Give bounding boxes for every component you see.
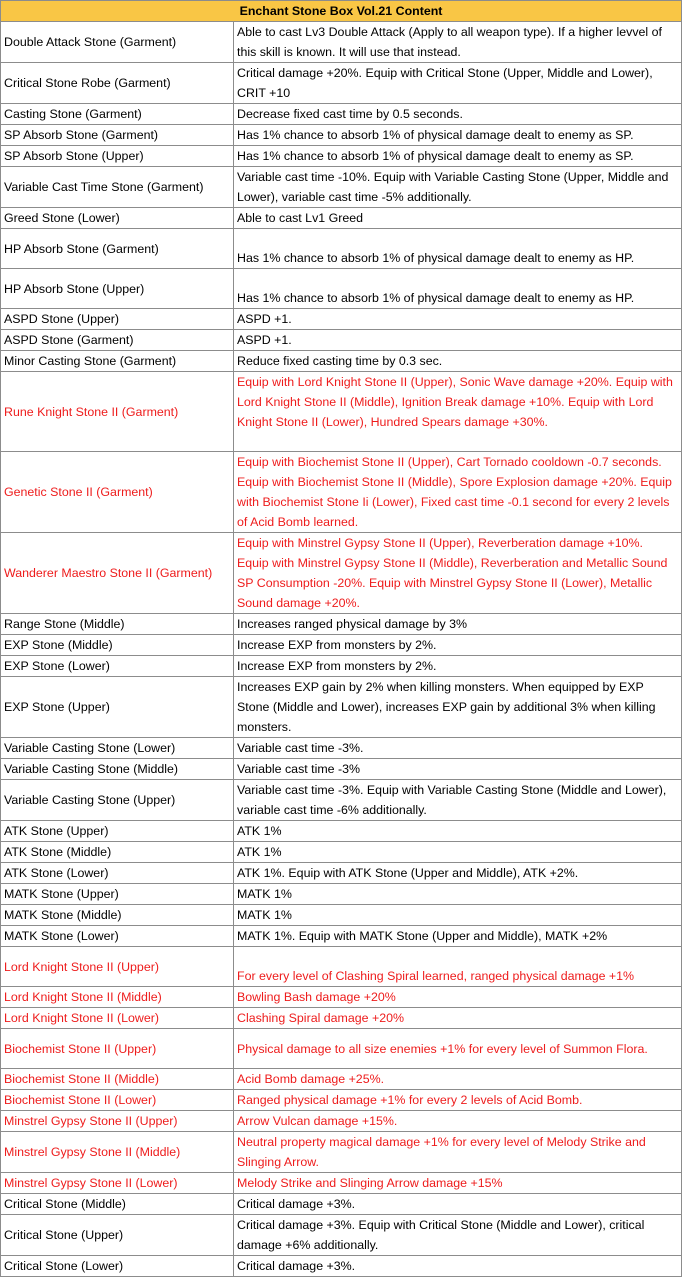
stone-effect-cell: Physical damage to all size enemies +1% for every level of Summon Flora.	[234, 1029, 682, 1069]
table-row	[1, 759, 682, 780]
stone-name-cell: Casting Stone (Garment)	[1, 104, 234, 125]
stone-name-cell: EXP Stone (Middle)	[1, 635, 234, 656]
stone-name-cell: Lord Knight Stone II (Upper)	[1, 947, 234, 987]
table-row	[1, 330, 682, 351]
stone-name-cell: Variable Cast Time Stone (Garment)	[1, 167, 234, 208]
stone-effect-cell: Critical damage +3%.	[234, 1256, 682, 1277]
stone-name-cell: Minstrel Gypsy Stone II (Upper)	[1, 1111, 234, 1132]
table-row	[1, 1029, 682, 1069]
stone-name-cell: Lord Knight Stone II (Lower)	[1, 1008, 234, 1029]
table-row	[1, 104, 682, 125]
stone-effect-cell: ATK 1%	[234, 821, 682, 842]
stone-name-cell: Minstrel Gypsy Stone II (Lower)	[1, 1173, 234, 1194]
stone-effect-cell: Variable cast time -3%.	[234, 738, 682, 759]
table-row	[1, 1194, 682, 1215]
table-row	[1, 842, 682, 863]
stone-name-cell: Critical Stone (Lower)	[1, 1256, 234, 1277]
stone-name-cell: Minor Casting Stone (Garment)	[1, 351, 234, 372]
stone-name-cell: Range Stone (Middle)	[1, 614, 234, 635]
stone-effect-cell: Increase EXP from monsters by 2%.	[234, 635, 682, 656]
table-row	[1, 1132, 682, 1173]
stone-effect-cell: Critical damage +3%.	[234, 1194, 682, 1215]
stone-effect-cell: MATK 1%. Equip with MATK Stone (Upper and Middle), MATK +2%	[234, 926, 682, 947]
stone-name-cell: ATK Stone (Upper)	[1, 821, 234, 842]
table-row	[1, 1215, 682, 1256]
table-row	[1, 229, 682, 269]
stone-name-cell: Variable Casting Stone (Middle)	[1, 759, 234, 780]
stone-name-cell: ASPD Stone (Garment)	[1, 330, 234, 351]
table-row	[1, 1069, 682, 1090]
table-row	[1, 821, 682, 842]
stone-effect-cell: ATK 1%. Equip with ATK Stone (Upper and Middle), ATK +2%.	[234, 863, 682, 884]
table-row	[1, 926, 682, 947]
table-header-row	[1, 1, 682, 22]
stone-name-cell: Biochemist Stone II (Upper)	[1, 1029, 234, 1069]
table-title: Enchant Stone Box Vol.21 Content	[1, 1, 682, 22]
stone-effect-cell: Ranged physical damage +1% for every 2 levels of Acid Bomb.	[234, 1090, 682, 1111]
table-row	[1, 780, 682, 821]
table-row	[1, 1111, 682, 1132]
table-row	[1, 125, 682, 146]
table-row	[1, 738, 682, 759]
stone-name-cell: Genetic Stone II (Garment)	[1, 452, 234, 533]
stone-effect-cell: Decrease fixed cast time by 0.5 seconds.	[234, 104, 682, 125]
table-row	[1, 1008, 682, 1029]
table-row	[1, 1256, 682, 1277]
stone-effect-cell: Melody Strike and Slinging Arrow damage +15%	[234, 1173, 682, 1194]
stone-effect-cell: Has 1% chance to absorb 1% of physical damage dealt to enemy as SP.	[234, 125, 682, 146]
stone-effect-cell: Variable cast time -10%. Equip with Variable Casting Stone (Upper, Middle and Lower), variable cast time -5% additionally.	[234, 167, 682, 208]
stone-effect-cell: MATK 1%	[234, 905, 682, 926]
stone-effect-cell: Has 1% chance to absorb 1% of physical damage dealt to enemy as SP.	[234, 146, 682, 167]
stone-effect-cell: Able to cast Lv1 Greed	[234, 208, 682, 229]
table-row	[1, 22, 682, 63]
stone-name-cell: Biochemist Stone II (Lower)	[1, 1090, 234, 1111]
table-row	[1, 987, 682, 1008]
stone-effect-cell: ASPD +1.	[234, 330, 682, 351]
stone-effect-cell: Variable cast time -3%. Equip with Variable Casting Stone (Middle and Lower), variable cast time -6% additionally.	[234, 780, 682, 821]
stone-name-cell: Double Attack Stone (Garment)	[1, 22, 234, 63]
table-row	[1, 533, 682, 614]
stone-effect-cell: Able to cast Lv3 Double Attack (Apply to all weapon type). If a higher levvel of this skill is known. It will use that instead.	[234, 22, 682, 63]
stone-effect-cell: Critical damage +20%. Equip with Critical Stone (Upper, Middle and Lower), CRIT +10	[234, 63, 682, 104]
table-row	[1, 1173, 682, 1194]
stone-effect-cell: Equip with Minstrel Gypsy Stone II (Upper), Reverberation damage +10%. Equip with Minstrel Gypsy Stone II (Middle), Reverberation and Metallic Sound SP Consumption -20%. Equip with Minstrel Gypsy Stone II (Lower), Metallic Sound damage +20%.	[234, 533, 682, 614]
stone-name-cell: EXP Stone (Lower)	[1, 656, 234, 677]
stone-effect-cell: Clashing Spiral damage +20%	[234, 1008, 682, 1029]
table-row	[1, 656, 682, 677]
table-body	[1, 22, 682, 1277]
stone-effect-cell: Increase EXP from monsters by 2%.	[234, 656, 682, 677]
stone-effect-cell: Equip with Biochemist Stone II (Upper), Cart Tornado cooldown -0.7 seconds. Equip with Biochemist Stone II (Middle), Spore Explosion damage +20%. Equip with Biochemist Stone Ii (Lower), Fixed cast time -0.1 second for every 2 levels of Acid Bomb learned.	[234, 452, 682, 533]
stone-effect-cell: MATK 1%	[234, 884, 682, 905]
stone-name-cell: Wanderer Maestro Stone II (Garment)	[1, 533, 234, 614]
table-row	[1, 63, 682, 104]
table-row	[1, 614, 682, 635]
stone-name-cell: Critical Stone (Upper)	[1, 1215, 234, 1256]
stone-effect-cell: Arrow Vulcan damage +15%.	[234, 1111, 682, 1132]
stone-effect-cell: Has 1% chance to absorb 1% of physical damage dealt to enemy as HP.	[234, 229, 682, 269]
stone-effect-cell: Reduce fixed casting time by 0.3 sec.	[234, 351, 682, 372]
stone-name-cell: Critical Stone (Middle)	[1, 1194, 234, 1215]
stone-effect-cell: Variable cast time -3%	[234, 759, 682, 780]
stone-effect-cell: Acid Bomb damage +25%.	[234, 1069, 682, 1090]
table-row	[1, 269, 682, 309]
stone-name-cell: MATK Stone (Lower)	[1, 926, 234, 947]
table-row	[1, 677, 682, 738]
stone-name-cell: MATK Stone (Upper)	[1, 884, 234, 905]
stone-name-cell: Variable Casting Stone (Upper)	[1, 780, 234, 821]
table-row	[1, 947, 682, 987]
table-row	[1, 167, 682, 208]
table-row	[1, 452, 682, 533]
table-row	[1, 884, 682, 905]
stone-name-cell: SP Absorb Stone (Garment)	[1, 125, 234, 146]
stone-effect-cell: ATK 1%	[234, 842, 682, 863]
stone-effect-cell: ASPD +1.	[234, 309, 682, 330]
stone-name-cell: HP Absorb Stone (Garment)	[1, 229, 234, 269]
stone-name-cell: ATK Stone (Lower)	[1, 863, 234, 884]
table-row	[1, 309, 682, 330]
table-row	[1, 635, 682, 656]
table-row	[1, 863, 682, 884]
stone-name-cell: MATK Stone (Middle)	[1, 905, 234, 926]
table-row	[1, 1090, 682, 1111]
stone-name-cell: SP Absorb Stone (Upper)	[1, 146, 234, 167]
stone-name-cell: ATK Stone (Middle)	[1, 842, 234, 863]
stone-effect-cell: For every level of Clashing Spiral learned, ranged physical damage +1%	[234, 947, 682, 987]
stone-name-cell: ASPD Stone (Upper)	[1, 309, 234, 330]
stone-name-cell: Greed Stone (Lower)	[1, 208, 234, 229]
table-row	[1, 905, 682, 926]
stone-name-cell: Rune Knight Stone II (Garment)	[1, 372, 234, 452]
stone-effect-cell: Critical damage +3%. Equip with Critical Stone (Middle and Lower), critical damage +6% additionally.	[234, 1215, 682, 1256]
stone-effect-cell: Increases EXP gain by 2% when killing monsters. When equipped by EXP Stone (Middle and Lower), increases EXP gain by additional 3% when killing monsters.	[234, 677, 682, 738]
stone-name-cell: Lord Knight Stone II (Middle)	[1, 987, 234, 1008]
stone-effect-cell: Bowling Bash damage +20%	[234, 987, 682, 1008]
table-row	[1, 372, 682, 452]
stone-name-cell: Biochemist Stone II (Middle)	[1, 1069, 234, 1090]
stone-name-cell: HP Absorb Stone (Upper)	[1, 269, 234, 309]
table-row	[1, 208, 682, 229]
stone-effect-cell: Neutral property magical damage +1% for every level of Melody Strike and Slinging Arrow.	[234, 1132, 682, 1173]
stone-effect-cell: Equip with Lord Knight Stone II (Upper), Sonic Wave damage +20%. Equip with Lord Knight Stone II (Middle), Ignition Break damage +10%. Equip with Lord Knight Stone II (Lower), Hundred Spears damage +30%.	[234, 372, 682, 452]
stone-name-cell: Variable Casting Stone (Lower)	[1, 738, 234, 759]
stone-effect-cell: Has 1% chance to absorb 1% of physical damage dealt to enemy as HP.	[234, 269, 682, 309]
stone-name-cell: Critical Stone Robe (Garment)	[1, 63, 234, 104]
stone-effect-cell: Increases ranged physical damage by 3%	[234, 614, 682, 635]
table-row	[1, 146, 682, 167]
stone-name-cell: EXP Stone (Upper)	[1, 677, 234, 738]
stone-name-cell: Minstrel Gypsy Stone II (Middle)	[1, 1132, 234, 1173]
table-row	[1, 351, 682, 372]
